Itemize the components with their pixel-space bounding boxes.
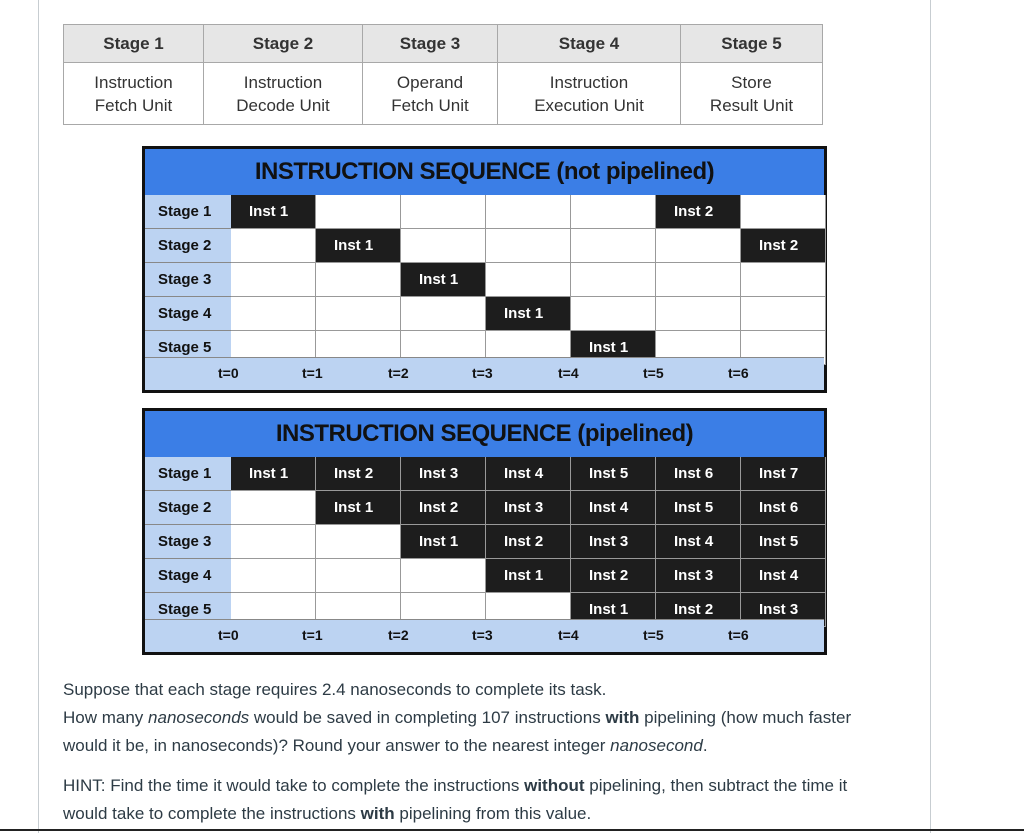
instruction-cell (486, 559, 571, 593)
instruction-cell (316, 457, 401, 491)
instruction-cell (401, 525, 486, 559)
bottom-divider (0, 829, 1024, 831)
instruction-cell (486, 297, 571, 331)
instruction-label: Inst 2 (334, 465, 374, 482)
time-label: t=4 (558, 627, 579, 643)
instruction-label: Inst 4 (504, 465, 544, 482)
time-label: t=5 (643, 627, 664, 643)
question-strong: with (605, 708, 640, 727)
instruction-label: Inst 7 (759, 465, 799, 482)
stage-row (145, 491, 824, 525)
stage-unit-cell (681, 63, 823, 125)
time-label: t=2 (388, 627, 409, 643)
instruction-label: Inst 3 (419, 465, 459, 482)
left-page-border (38, 0, 39, 833)
instruction-cell (656, 525, 741, 559)
instruction-label: Inst 3 (504, 499, 544, 516)
stage-unit-cell (498, 63, 681, 125)
hint-strong: without (524, 776, 585, 795)
stage-row (145, 195, 824, 229)
empty-cell (231, 297, 316, 331)
question-fragment: would be saved in completing 107 instructions (249, 708, 606, 727)
instruction-label: Inst 2 (759, 237, 799, 254)
empty-cell (231, 559, 316, 593)
instruction-cell (571, 525, 656, 559)
stage-header: Stage 4 (498, 25, 681, 63)
instruction-label: Inst 3 (674, 567, 714, 584)
stage-unit-cell (204, 63, 363, 125)
time-label: t=6 (728, 365, 749, 381)
empty-cell (656, 229, 741, 263)
unit-line: Fetch Unit (391, 95, 469, 115)
empty-cell (316, 263, 401, 297)
time-label: t=3 (472, 365, 493, 381)
question-text (63, 676, 893, 828)
instruction-label: Inst 1 (249, 203, 289, 220)
instruction-label: Inst 2 (504, 533, 544, 550)
instruction-label: Inst 1 (334, 499, 374, 516)
stage-row (145, 297, 824, 331)
right-page-border (930, 0, 931, 833)
stage-row-label: Stage 1 (145, 195, 231, 229)
instruction-cell (401, 263, 486, 297)
chart-title: INSTRUCTION SEQUENCE (pipelined) (275, 420, 694, 447)
empty-cell (571, 229, 656, 263)
empty-cell (571, 297, 656, 331)
empty-cell (486, 229, 571, 263)
instruction-cell (401, 457, 486, 491)
instruction-cell (316, 491, 401, 525)
empty-cell (401, 195, 486, 229)
time-label: t=6 (728, 627, 749, 643)
instruction-cell (486, 491, 571, 525)
time-label: t=3 (472, 627, 493, 643)
empty-cell (316, 297, 401, 331)
empty-cell (231, 491, 316, 525)
instruction-cell (656, 491, 741, 525)
stage-unit-row (64, 63, 823, 125)
empty-cell (741, 263, 826, 297)
hint-fragment: pipelining from this value. (394, 804, 592, 823)
instruction-label: Inst 1 (504, 567, 544, 584)
stage-table (63, 24, 823, 125)
time-label: t=0 (218, 365, 239, 381)
question-emphasis: nanosecond (610, 736, 703, 755)
time-label: t=5 (643, 365, 664, 381)
hint-fragment: pipelining, then subtract the time it would take to complete the instructions (63, 776, 848, 823)
instruction-cell (656, 457, 741, 491)
instruction-cell (231, 195, 316, 229)
instruction-label: Inst 5 (674, 499, 714, 516)
instruction-label: Inst 1 (419, 533, 459, 550)
question-line (63, 676, 893, 704)
instruction-label: Inst 4 (589, 499, 629, 516)
unit-line: Instruction (549, 72, 629, 92)
instruction-cell (486, 457, 571, 491)
stage-row-label: Stage 3 (145, 263, 231, 297)
instruction-label: Inst 3 (759, 601, 799, 618)
unit-line: Instruction (243, 72, 323, 92)
instruction-cell (571, 559, 656, 593)
hint-fragment: HINT: Find the time it would take to complete the instructions (63, 776, 525, 795)
stage-header: Stage 5 (681, 25, 823, 63)
empty-cell (741, 195, 826, 229)
instruction-cell (401, 491, 486, 525)
question-fragment: pipelining (how much faster would it be, in nanoseconds)? Round your answer to the nearest integer (63, 708, 852, 755)
time-axis (145, 619, 824, 652)
unit-line: Result Unit (709, 95, 794, 115)
instruction-label: Inst 1 (334, 237, 374, 254)
pipelined-chart (142, 408, 827, 655)
stage-row-label: Stage 2 (145, 229, 231, 263)
instruction-cell (741, 525, 826, 559)
unit-line: Store (731, 72, 772, 92)
instruction-label: Inst 6 (674, 465, 714, 482)
stage-header: Stage 3 (363, 25, 498, 63)
time-label: t=2 (388, 365, 409, 381)
unit-line: Decode Unit (236, 95, 330, 115)
empty-cell (571, 195, 656, 229)
empty-cell (316, 559, 401, 593)
time-label: t=1 (302, 365, 323, 381)
stage-row-label: Stage 1 (145, 457, 231, 491)
chart-title: INSTRUCTION SEQUENCE (not pipelined) (254, 158, 715, 185)
instruction-cell (656, 195, 741, 229)
time-label: t=1 (302, 627, 323, 643)
empty-cell (486, 195, 571, 229)
instruction-label: Inst 1 (589, 601, 629, 618)
instruction-label: Inst 5 (759, 533, 799, 550)
hint-text (63, 772, 893, 828)
empty-cell (231, 263, 316, 297)
time-label: t=4 (558, 365, 579, 381)
stage-row (145, 457, 824, 491)
stage-row-label: Stage 3 (145, 525, 231, 559)
unit-line: Fetch Unit (94, 95, 173, 115)
stage-unit-cell (64, 63, 204, 125)
instruction-cell (231, 457, 316, 491)
instruction-cell (486, 525, 571, 559)
stage-row-label: Stage 4 (145, 559, 231, 593)
empty-cell (656, 297, 741, 331)
empty-cell (571, 263, 656, 297)
unit-line: Operand (396, 72, 464, 92)
instruction-cell (741, 559, 826, 593)
stage-unit-cell (363, 63, 498, 125)
time-label: t=0 (218, 627, 239, 643)
time-axis (145, 357, 824, 390)
stage-row (145, 525, 824, 559)
instruction-label: Inst 2 (674, 601, 714, 618)
empty-cell (401, 229, 486, 263)
empty-cell (316, 195, 401, 229)
stage-row-label: Stage 5 (145, 331, 231, 365)
question-line (63, 704, 893, 760)
empty-cell (486, 263, 571, 297)
instruction-label: Inst 1 (419, 271, 459, 288)
empty-cell (316, 525, 401, 559)
instruction-cell (571, 457, 656, 491)
instruction-cell (741, 229, 826, 263)
instruction-label: Inst 4 (759, 567, 799, 584)
instruction-label: Inst 1 (249, 465, 289, 482)
instruction-cell (571, 491, 656, 525)
empty-cell (231, 229, 316, 263)
stage-row (145, 559, 824, 593)
empty-cell (401, 559, 486, 593)
stage-row (145, 229, 824, 263)
instruction-cell (656, 559, 741, 593)
instruction-label: Inst 4 (674, 533, 714, 550)
instruction-label: Inst 1 (589, 339, 629, 356)
instruction-label: Inst 2 (419, 499, 459, 516)
stage-time-statement: Suppose that each stage requires 2.4 nanoseconds to complete its task. (63, 680, 607, 699)
chart-grid (145, 195, 824, 363)
empty-cell (656, 263, 741, 297)
instruction-label: Inst 1 (504, 305, 544, 322)
instruction-cell (741, 457, 826, 491)
stage-row-label: Stage 5 (145, 593, 231, 627)
stage-row (145, 263, 824, 297)
instruction-cell (316, 229, 401, 263)
instruction-label: Inst 3 (589, 533, 629, 550)
question-fragment: How many (63, 708, 149, 727)
question-fragment: . (702, 736, 708, 755)
unit-line: Instruction (94, 72, 173, 92)
instruction-label: Inst 2 (589, 567, 629, 584)
hint-strong: with (360, 804, 395, 823)
instruction-label: Inst 6 (759, 499, 799, 516)
instruction-label: Inst 2 (674, 203, 714, 220)
chart-grid (145, 457, 824, 625)
stage-row-label: Stage 2 (145, 491, 231, 525)
instruction-label: Inst 5 (589, 465, 629, 482)
question-emphasis: nanoseconds (148, 708, 250, 727)
empty-cell (741, 297, 826, 331)
unit-line: Execution Unit (534, 95, 644, 115)
stage-row-label: Stage 4 (145, 297, 231, 331)
stage-header: Stage 2 (204, 25, 363, 63)
instruction-cell (741, 491, 826, 525)
empty-cell (231, 525, 316, 559)
stage-header: Stage 1 (64, 25, 204, 63)
empty-cell (401, 297, 486, 331)
not-pipelined-chart (142, 146, 827, 393)
stage-header-row (64, 25, 823, 63)
